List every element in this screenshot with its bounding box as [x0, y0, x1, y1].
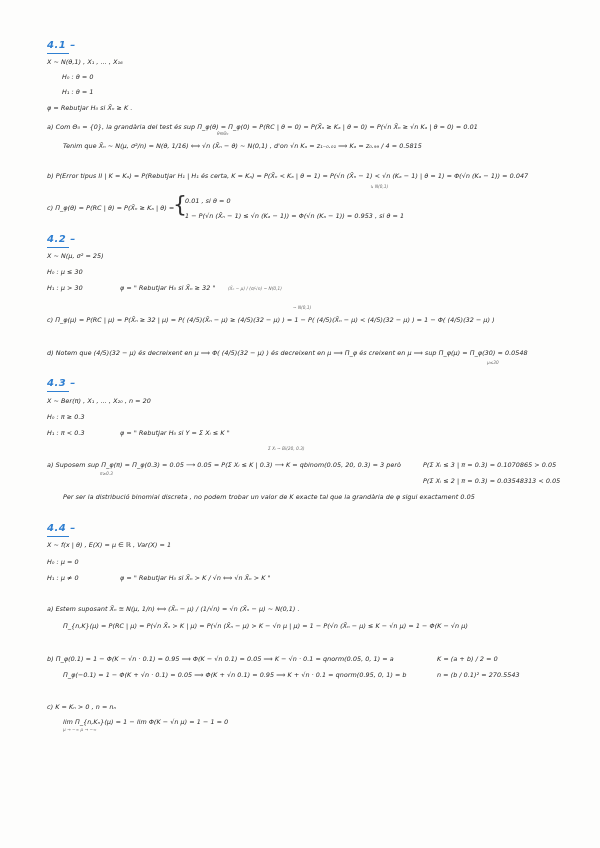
s1-test-def: φ = Rebutjar H₀ si X̄ₙ ≥ K .: [47, 104, 133, 112]
s2-h0: H₀ : μ ≤ 30: [47, 268, 83, 276]
s4-part-b-k: K = (a + b) / 2 = 0: [437, 655, 498, 663]
s4-part-b-n: n = (b / 0.1)² = 270.5543: [437, 671, 520, 679]
s4-h1: H₁ : μ ≠ 0: [47, 574, 79, 582]
s1-h1: H₁ : θ = 1: [62, 88, 94, 96]
s4-part-c-line2: lim Π_{n,Kₙ}(μ) = 1 − lim Φ(K − √n μ) = 1 − 1 = 0: [63, 718, 229, 726]
s2-part-d: d) Notem que (4/5)(32 − μ) és decreixent en μ ⟹ Φ( (4/5)(32 − μ) ) és decreixent en μ ⟹ Π_φ és creixent en μ ⟹ sup Π_φ(μ) = Π_φ(30) ≈ 0.0548: [47, 349, 528, 357]
s1-part-a-line2: Tenim que X̄ₙ ~ N(μ, σ²/n) = N(θ, 1/16) ⟺ √n (X̄ₙ − θ) ~ N(0,1) , d'on √n Kₐ = z₁₋₀.₀₁ ⟹ Kₐ = z₀.₉₉ / 4 = 0.5815: [63, 142, 422, 150]
section-heading-4-2: 4.2 –: [47, 234, 76, 245]
section-heading-4-3: 4.3 –: [47, 378, 76, 389]
s1-part-a-sup-subscript: θ∈Θ₀: [217, 131, 229, 136]
s3-h1: H₁ : π < 0.3: [47, 429, 85, 437]
s3-model-line: X ~ Ber(π) , X₁ , ... , X₂₀ , n = 20: [47, 397, 151, 405]
s3-part-a-check2: P(Σ Xᵢ ≤ 2 | π = 0.3) = 0.03548313 < 0.05: [423, 477, 561, 485]
heading-underline: [47, 53, 69, 54]
s2-part-c-note: ~ N(0,1): [293, 305, 312, 310]
s1-part-c-case1: 0.01 , si θ = 0: [185, 197, 231, 205]
s3-part-a-conclusion: Per ser la distribució binomial discreta , no podem trobar un valor de K exacte tal que la grandària de φ sigui exactament 0.05: [63, 493, 475, 501]
section-heading-4-4: 4.4 –: [47, 523, 76, 534]
s3-h0: H₀ : π ≥ 0.3: [47, 413, 85, 421]
s2-model-line: X ~ N(μ, σ² = 25): [47, 252, 104, 260]
section-heading-4-1: 4.1 –: [47, 40, 76, 51]
heading-underline: [47, 391, 69, 392]
s3-part-a-check1: P(Σ Xᵢ ≤ 3 | π = 0.3) = 0.1070865 > 0.05: [423, 461, 557, 469]
s2-test-def: φ = " Rebutjar H₀ si X̄ₙ ≥ 32 ": [120, 284, 216, 292]
s1-h0: H₀ : θ = 0: [62, 73, 94, 81]
s2-part-c: c) Π_φ(μ) = P(RC | μ) = P(X̄ₙ ≥ 32 | μ) = P( (4/5)(X̄ₙ − μ) ≥ (4/5)(32 − μ) ) = 1 − P( (4/5)(X̄ₙ − μ) < (4/5)(32 − μ) ) = 1 − Φ( (4/5)(32 − μ) ): [47, 316, 495, 324]
s1-part-c-lhs: c) Π_φ(θ) = P(RC | θ) = P(X̄ₙ ≥ Kₐ | θ) =: [47, 204, 175, 212]
heading-underline: [47, 536, 69, 537]
s1-part-b: b) P(Error tipus II | K = Kₐ) = P(Rebutjar H₁ | H₁ és certa, K = Kₐ) = P(X̄ₙ < Kₐ | θ = 1) = P(√n (X̄ₙ − 1) < √n (Kₐ − 1) | θ = 1) = Φ(√n (Kₐ − 1)) = 0.047: [47, 172, 529, 180]
brace-symbol: {: [173, 193, 187, 218]
s4-part-b-line2: Π_φ(−0.1) = 1 − Φ(K + √n · 0.1) = 0.05 ⟹ Φ(K + √n 0.1) = 0.95 ⟹ K + √n · 0.1 = qnorm(0.95, 0, 1) = b: [63, 671, 407, 679]
s2-part-d-sup-subscript: μ≤30: [487, 360, 499, 365]
s4-part-c-limit-subscripts: μ → −∞ μ → −∞: [63, 727, 97, 732]
s4-test-def: φ = " Rebutjar H₀ si X̄ₙ > K / √n ⟺ √n X̄ₙ > K ": [120, 574, 271, 582]
s4-part-c-line1: c) K = Kₙ > 0 , n = nₙ: [47, 703, 117, 711]
s2-h1: H₁ : μ > 30: [47, 284, 83, 292]
s3-test-def: φ = " Rebutjar H₀ si Y = Σ Xᵢ ≤ K ": [120, 429, 230, 437]
s4-part-a-line1: a) Estem suposant X̄ₙ ≅ N(μ, 1/n) ⟺ (X̄ₙ − μ) / (1/√n) = √n (X̄ₙ − μ) ~ N(0,1) .: [47, 605, 300, 613]
s3-distribution-note: Σ Xᵢ ~ Bi(20, 0.3): [268, 446, 305, 451]
s2-standardization-note: (X̄ₙ − μ) / (σ/√n) ~ N(0,1): [228, 286, 282, 291]
s3-part-a-sup-subscript: π≥0.3: [100, 471, 113, 476]
s4-part-b-line1: b) Π_φ(0.1) = 1 − Φ(K − √n · 0.1) = 0.95 ⟹ Φ(K − √n 0.1) = 0.05 ⟹ K − √n · 0.1 = qnorm(0.05, 0, 1) = a: [47, 655, 394, 663]
heading-underline: [47, 247, 69, 248]
s1-part-b-note: ↳ N(0,1): [370, 184, 389, 189]
s4-model-line: X ~ f(x | θ) , E(X) = μ ∈ ℝ , Var(X) = 1: [47, 541, 172, 549]
s4-part-a-line2: Π_{n,K}(μ) = P(RC | μ) = P(√n X̄ₙ > K | μ) = P(√n (X̄ₙ − μ) > K − √n μ | μ) = 1 − P(√n (X̄ₙ − μ) ≤ K − √n μ) = 1 − Φ(K − √n μ): [63, 622, 468, 630]
s1-model-line: X ~ N(θ,1) , X₁ , ... , X₁₆: [47, 58, 123, 66]
s3-part-a-line1: a) Suposem sup Π_φ(π) = Π_φ(0.3) = 0.05 ⟶ 0.05 = P(Σ Xᵢ ≤ K | 0.3) ⟶ K = qbinom(0.05, 20, 0.3) = 3 però: [47, 461, 402, 469]
s4-h0: H₀ : μ = 0: [47, 558, 79, 566]
s1-part-a-line1: a) Com Θ₀ = {0}, la grandària del test és sup Π_φ(θ) = Π_φ(0) = P(RC | θ = 0) = P(X̄ₙ ≥ Kₐ | θ = 0) = P(√n X̄ₙ ≥ √n Kₐ | θ = 0) = 0.01: [47, 123, 478, 131]
s1-part-c-case2: 1 − P(√n (X̄ₙ − 1) ≤ √n (Kₐ − 1)) = Φ(√n (Kₐ − 1)) = 0.953 , si θ = 1: [185, 212, 405, 220]
